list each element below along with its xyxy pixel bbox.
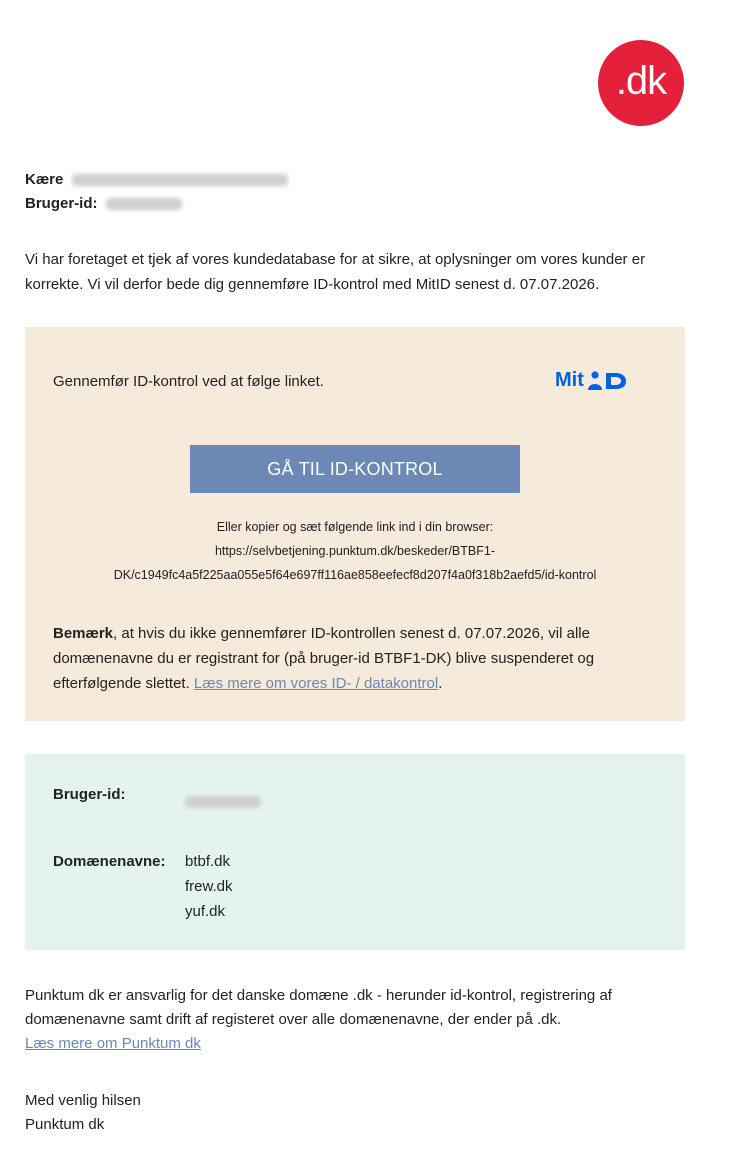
greeting	[25, 168, 288, 216]
mitid-logo	[555, 369, 628, 392]
read-more-id-control-link[interactable]: Læs mere om vores ID- / datakontrol	[193, 675, 439, 692]
redacted-user-id	[106, 198, 182, 210]
copy-link-url-part2: DK/c1949fc4a5f225aa055e5f64e697ff116ae858eefecf8d207f4a0f318b2aefd5/id-kontrol	[113, 568, 597, 582]
domain-item: frew.dk	[185, 878, 233, 895]
copy-link-label: Eller kopier og sæt følgende link ind i din browser:	[216, 520, 494, 534]
deadline-note	[53, 621, 653, 696]
signature-greeting: Med venlig hilsen	[25, 1092, 141, 1109]
intro-text: Vi har foretaget et tjek af vores kundedatabase for at sikre, at oplysninger om vores kunder er korrekte. Vi vil derfor bede dig gennemføre ID-kontrol med MitID senest d. 07.07.2026.	[25, 251, 646, 293]
dear-label: Kære	[25, 171, 64, 188]
redacted-info-user-id	[185, 796, 261, 808]
mitid-text: Mit	[555, 369, 584, 391]
read-more-punktum-link[interactable]: Læs mere om Punktum dk	[25, 1035, 201, 1052]
copy-link-url-part1: https://selvbetjening.punktum.dk/beskeder/BTBF1-	[214, 544, 495, 558]
domain-item: yuf.dk	[185, 903, 226, 920]
info-domains-label: Domænenavne:	[53, 853, 166, 870]
go-to-id-control-button[interactable]: GÅ TIL ID-KONTROL	[190, 445, 520, 493]
user-id-label: Bruger-id:	[25, 195, 98, 212]
copy-link-instructions	[25, 515, 685, 587]
signature-name: Punktum dk	[25, 1116, 105, 1133]
domain-list	[185, 849, 233, 924]
id-control-lead: Gennemfør ID-kontrol ved at følge linket.	[53, 373, 324, 390]
logo-text: .dk	[615, 58, 667, 103]
redacted-name	[72, 174, 288, 186]
domain-item: btbf.dk	[185, 853, 231, 870]
info-user-id-label: Bruger-id:	[53, 786, 126, 803]
note-bold-label: Bemærk	[53, 625, 114, 642]
footer-text	[25, 984, 685, 1056]
account-info-box	[25, 754, 685, 950]
id-control-box	[25, 327, 685, 721]
note-text: , at hvis du ikke gennemfører ID-kontrollen senest d. 07.07.2026, vil alle domænenavne du er registrant for (på bruger-id BTBF1-DK) blive suspenderet og efterfølgende slettet.	[53, 625, 595, 692]
info-user-id-value	[185, 786, 261, 811]
note-end: .	[438, 675, 443, 692]
footer-description: Punktum dk er ansvarlig for det danske domæne .dk - herunder id-kontrol, registrering af domænenavne samt drift af registeret over alle domænenavne, der ender på .dk.	[25, 987, 612, 1028]
signature	[25, 1089, 141, 1137]
punktum-dk-logo	[598, 40, 684, 126]
mitid-person-icon	[586, 371, 628, 391]
